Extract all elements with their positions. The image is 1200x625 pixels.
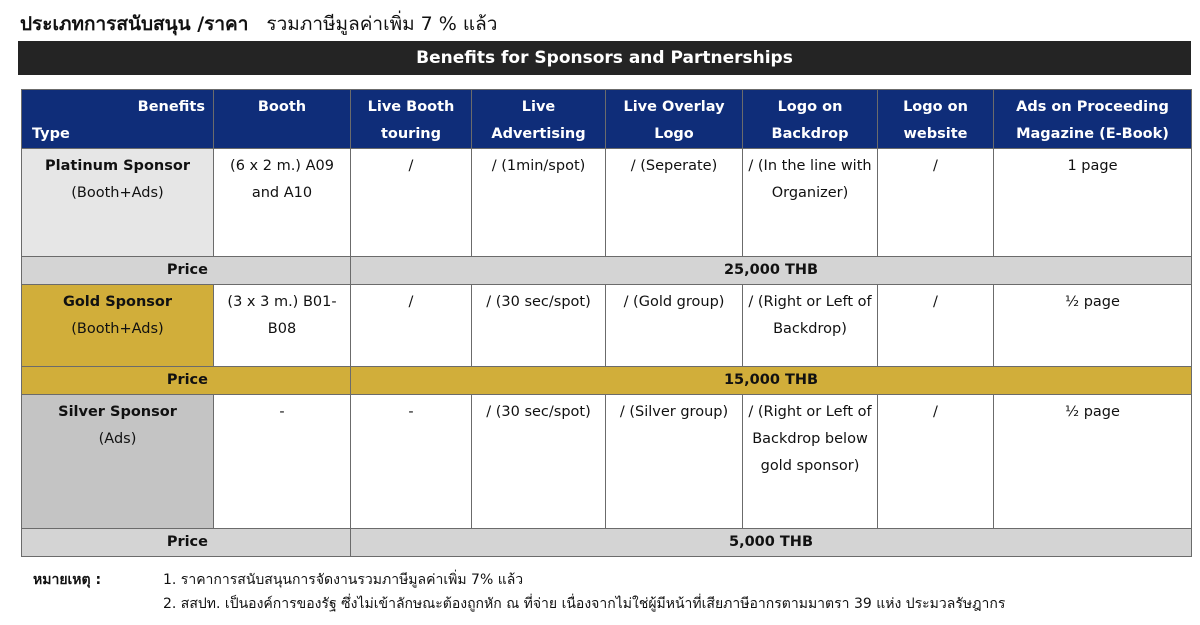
table-cell: ½ page [994,285,1192,367]
sponsor-type-platinum [22,149,214,257]
sponsor-name: Platinum Sponsor [45,158,190,174]
table-cell: (3 x 3 m.) B01-B08 [214,285,351,367]
header-benefits-label: Benefits [137,99,205,115]
sponsor-name: Silver Sponsor [58,404,177,420]
table-cell: / [878,149,994,257]
price-row-gold [22,367,1192,395]
table-cell: / [878,395,994,529]
table-cell: / [351,285,472,367]
price-label: Price [22,257,351,285]
column-header-live-advertising: Live Advertising [472,90,606,149]
table-cell: 1 page [994,149,1192,257]
price-label: Price [22,529,351,557]
banner-heading: Benefits for Sponsors and Partnerships [18,41,1191,75]
price-label: Price [22,367,351,395]
price-value: 15,000 THB [351,367,1192,395]
note-item: 1. ราคาการสนับสนุนการจัดงานรวมภาษีมูลค่าเพิ่ม 7% แล้ว [163,572,524,588]
header-corner [22,90,214,149]
table-cell: / (Right or Left of Backdrop) [743,285,878,367]
column-header-logo-on-website: Logo on website [878,90,994,149]
table-cell: (6 x 2 m.) A09 and A10 [214,149,351,257]
sponsor-name: Gold Sponsor [62,294,173,310]
table-cell: / (1min/spot) [472,149,606,257]
column-header-live-overlay-logo: Live Overlay Logo [606,90,743,149]
sponsor-type-gold [22,285,214,367]
table-cell: ½ page [994,395,1192,529]
table-cell: - [351,395,472,529]
column-header-booth: Booth [214,90,351,149]
table-cell: / (Gold group) [606,285,743,367]
price-value: 25,000 THB [351,257,1192,285]
notes-list [163,568,1005,616]
price-value: 5,000 THB [351,529,1192,557]
price-row-silver [22,529,1192,557]
page-title [20,10,497,38]
table-cell: - [214,395,351,529]
sponsor-type-silver [22,395,214,529]
table-cell: / (Silver group) [606,395,743,529]
benefits-table [21,89,1192,557]
table-cell: / (In the line with Organizer) [743,149,878,257]
column-header-ads-ebook: Ads on Proceeding Magazine (E-Book) [994,90,1192,149]
title-subtitle: รวมภาษีมูลค่าเพิ่ม 7 % แล้ว [266,13,498,35]
notes-label: หมายเหตุ : [33,572,102,588]
table-row-gold [22,285,1192,367]
title-main: ประเภทการสนับสนุน /ราคา [20,13,249,35]
table-row-silver [22,395,1192,529]
header-type-label: Type [32,126,70,142]
sponsor-subtype: (Booth+Ads) [71,321,164,337]
column-header-logo-on-backdrop: Logo on Backdrop [743,90,878,149]
table-cell: / [351,149,472,257]
table-row-platinum [22,149,1192,257]
table-cell: / [878,285,994,367]
note-item: 2. สสปท. เป็นองค์การของรัฐ ซึ่งไม่เข้าลักษณะต้องถูกหัก ณ ที่จ่าย เนื่องจากไม่ใช่ผู้มีหน้าที่เสียภาษีอากรตามมาตรา 39 แห่ง ประมวลรัษฎากร [163,596,1006,612]
table-cell: / (30 sec/spot) [472,395,606,529]
price-row-platinum [22,257,1192,285]
sponsor-subtype: (Ads) [98,431,137,447]
sponsor-subtype: (Booth+Ads) [71,185,164,201]
table-cell: / (Right or Left of Backdrop below gold sponsor) [743,395,878,529]
table-cell: / (Seperate) [606,149,743,257]
table-cell: / (30 sec/spot) [472,285,606,367]
column-header-live-booth-touring: Live Booth touring [351,90,472,149]
